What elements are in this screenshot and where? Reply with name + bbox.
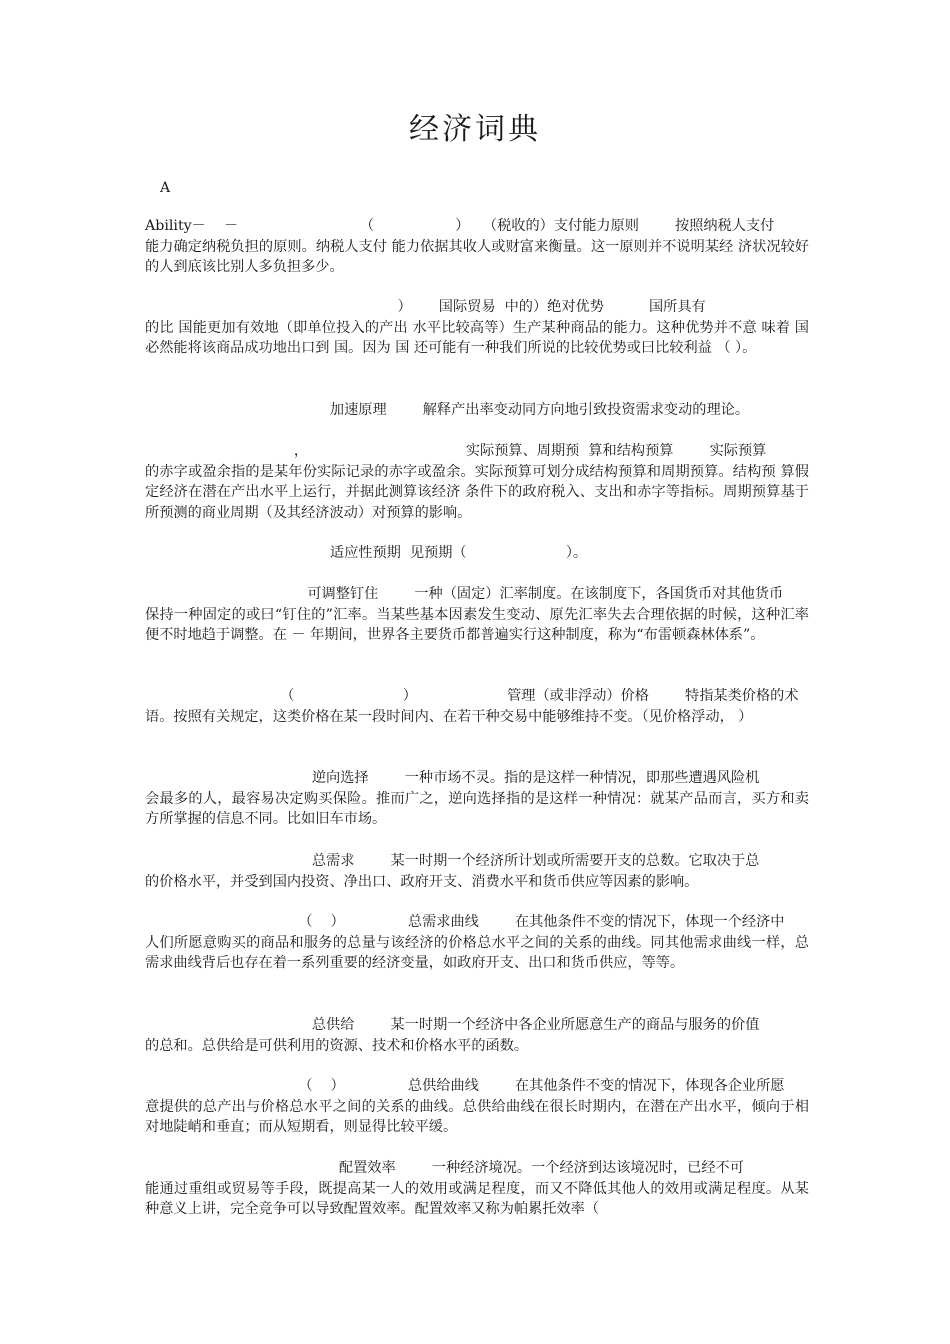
entry-absolute-advantage [145, 297, 809, 359]
entry-first-line: 配置效率 一种经济境况。一个经济到达该境况时，已经不可 [145, 1160, 744, 1176]
entry-body: 会最多的人，最容易决定购买保险。推而广之，逆向选择指的是这样一种情况：就某产品而言，买方和卖方所掌握的信息不同。比如旧车市场。 [145, 790, 809, 828]
entry-body: 能力确定纳税负担的原则。纳税人支付 能力依据其收人或财富来衡量。这一原则并不说明某经 济状况较好的人到底该比别人多负担多少。 [145, 238, 809, 276]
entry-first-line: （ ） 总需求曲线 在其他条件不变的情况下，体现一个经济中 [145, 914, 785, 930]
entry-aggregate-supply-curve [145, 1076, 809, 1138]
entry-body: 的比 国能更加有效地（即单位投入的产出 水平比较高等）生产某种商品的能力。这种优势并不意 味着 国必然能将该商品成功地出口到 国。因为 国 还可能有一种我们所说的比较优势或曰比较利益 （ ）。 [145, 319, 809, 357]
entry-body: 能通过重组或贸易等手段，既提高某一人的效用或满足程度，而又不降低其他人的效用或满足程度。从某种意义上讲，完全竞争可以导致配置效率。配置效率又称为帕累托效率（ [145, 1180, 809, 1218]
entry-body: 的价格水平，并受到国内投资、净出口、政府开支、消费水平和货币供应等因素的影响。 [145, 873, 699, 890]
entry-adaptive-expectations [145, 543, 809, 564]
entry-body: 的赤字或盈余指的是某年份实际记录的赤字或盈余。实际预算可划分成结构预算和周期预算。结构预 算假定经济在潜在产出水平上运行，并据此测算该经济 条件下的政府税入、支出和赤字等指标。周期预算基于 所预测的商业周期（及其经济波动）对预算的影响。 [145, 463, 809, 522]
section-letter: A [160, 180, 171, 196]
entry-body: 意提供的总产出与价格总水平之间的关系的曲线。总供给曲线在很长时期内，在潜在产出水平，倾向于相对地陡峭和垂直；而从短期看，则显得比较平缓。 [145, 1098, 809, 1136]
entry-aggregate-demand [145, 851, 809, 892]
entry-aggregate-demand-curve [145, 912, 809, 974]
entry-administered-price [145, 686, 809, 727]
entry-first-line: Ability－ － （ ） （税收的）支付能力原则 按照纳税人支付 [145, 218, 775, 234]
entry-first-line: 总需求 某一时期一个经济所计划或所需要开支的总数。它取决于总 [145, 853, 760, 869]
entry-first-line: 适应性预期 见预期（ ）。 [145, 545, 588, 561]
entry-first-line: ） 国际贸易 中的）绝对优势 国所具有 [145, 299, 706, 315]
entry-first-line: 逆向选择 一种市场不灵。指的是这样一种情况，即那些遭遇风险机 [145, 770, 760, 786]
entry-first-line: （ ） 总供给曲线 在其他条件不变的情况下，体现各企业所愿 [145, 1078, 785, 1094]
entry-ability-to-pay [145, 216, 809, 278]
entry-body: 的总和。总供给是可供利用的资源、技术和价格水平的函数。 [145, 1037, 529, 1054]
entry-accelerator-principle [145, 400, 809, 421]
entry-first-line: 加速原理 解释产出率变动同方向地引致投资需求变动的理论。 [145, 402, 750, 418]
entry-actual-budget [145, 441, 809, 524]
entry-first-line: ， 实际预算、周期预 算和结构预算 实际预算 [145, 443, 767, 459]
entry-body: 语。按照有关规定，这类价格在某一段时间内、在若干种交易中能够维持不变。（见价格浮动， ） [145, 708, 753, 725]
entry-aggregate-supply [145, 1015, 809, 1056]
entry-first-line: 可调整钉住 一种（固定）汇率制度。在该制度下，各国货币对其他货币 [145, 586, 784, 602]
entry-adverse-selection [145, 768, 809, 830]
entry-first-line: 总供给 某一时期一个经济中各企业所愿意生产的商品与服务的价值 [145, 1017, 760, 1033]
entry-first-line: （ ） 管理（或非浮动）价格 特指某类价格的术 [145, 688, 799, 704]
entry-body: 保持一种固定的或曰“钉住的”汇率。当某些基本因素发生变动、原先汇率失去合理依据的时候，这种汇率便不时地趋于调整。在 － 年期间，世界各主要货币都普遍实行这种制度，称为“布雷顿森林体系”。 [145, 606, 809, 644]
entry-body: 人们所愿意购买的商品和服务的总量与该经济的价格总水平之间的关系的曲线。同其他需求曲线一样，总需求曲线背后也存在着一系列重要的经济变量，如政府开支、出口和货币供应，等等。 [145, 934, 809, 972]
entry-allocative-efficiency [145, 1158, 809, 1220]
entry-adjustable-peg [145, 584, 809, 646]
document-title: 经济词典 [409, 112, 541, 147]
